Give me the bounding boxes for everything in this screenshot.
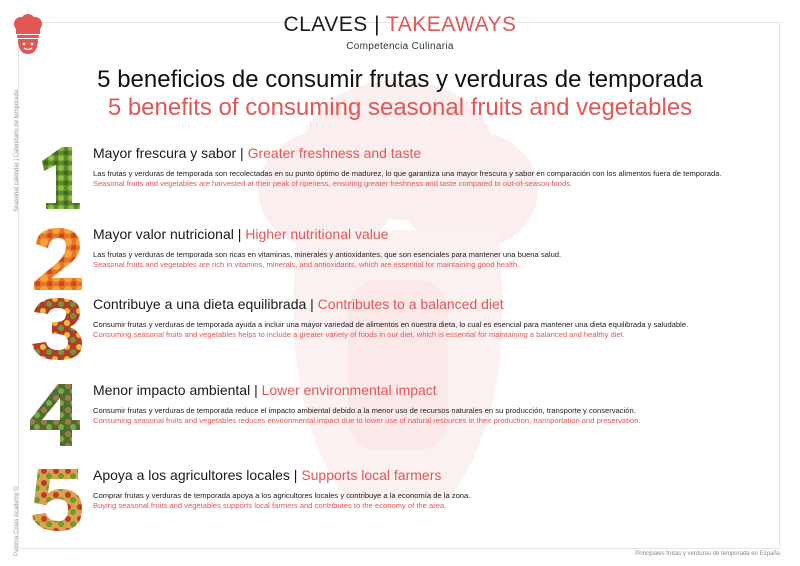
benefit-title-es-1: Mayor frescura y sabor xyxy=(93,145,237,161)
side-caption-bottom xyxy=(11,440,23,556)
benefit-title-es-4: Menor impacto ambiental xyxy=(93,382,251,398)
brand-title xyxy=(0,13,800,37)
number-one-produce-icon xyxy=(28,145,86,209)
benefit-text-en-4: Consuming seasonal fruits and vegetables reduces environmental impact due to lower use of natural resources in their production, transportation and preservation. xyxy=(93,415,641,425)
benefit-text-en-2: Seasonal fruits and vegetables are rich in vitamins, minerals, and antioxidants, which are essential for maintaining good health. xyxy=(93,259,520,269)
benefit-title-2: Mayor valor nutricional | Higher nutritional value xyxy=(93,226,389,242)
benefit-text-es-5: Comprar frutas y verduras de temporada apoya a los agricultores locales y contribuye a la economía de la zona. xyxy=(93,491,471,500)
page-title-en: 5 benefits of consuming seasonal fruits and vegetables xyxy=(107,94,693,121)
benefit-body-4 xyxy=(93,382,755,426)
benefit-text-es-2: Las frutas y verduras de temporada son ricas en vitaminas, minerales y antioxidantes, que son esenciales para mantener una buena salud. xyxy=(93,250,562,259)
benefit-body-5 xyxy=(93,467,755,511)
brand-subtitle: Competencia Culinaria xyxy=(346,41,454,52)
number-five-produce-icon xyxy=(28,467,86,531)
benefit-text-es-4: Consumir frutas y verduras de temporada reduce el impacto ambiental debido a la menor uso de recursos naturales en su producción, transporte y conservación. xyxy=(93,406,636,415)
benefit-body-3 xyxy=(93,296,755,340)
number-four-produce-icon xyxy=(28,382,86,446)
benefit-title-en-2: Higher nutritional value xyxy=(245,226,389,242)
benefit-title-5: Apoya a los agricultores locales | Supports local farmers xyxy=(93,467,442,483)
benefit-title-3: Contribuye a una dieta equilibrada | Contributes to a balanced diet xyxy=(93,296,504,312)
benefit-title-en-5: Supports local farmers xyxy=(301,467,442,483)
brand-title-separator: | xyxy=(367,13,387,36)
benefit-title-en-1: Greater freshness and taste xyxy=(247,145,422,161)
side-caption-top-text: Seasonal calendar | Calendario de temporada xyxy=(14,89,20,212)
benefit-text-es-1: Las frutas y verduras de temporada son recolectadas en su punto óptimo de madurez, lo que garantiza una mayor frescura y sabor en comparación con los alimentos fuera de temporada. xyxy=(93,169,722,178)
brand-title-en: TAKEAWAYS xyxy=(386,13,517,36)
benefit-title-en-3: Contributes to a balanced diet xyxy=(317,296,504,312)
benefit-text-en-5: Buying seasonal fruits and vegetables supports local farmers and contributes to the economy of the area. xyxy=(93,500,447,510)
benefit-title-1: Mayor frescura y sabor | Greater freshness and taste xyxy=(93,145,422,161)
page-title-es: 5 beneficios de consumir frutas y verduras de temporada xyxy=(97,66,703,93)
benefit-title-4: Menor impacto ambiental | Lower environmental impact xyxy=(93,382,437,398)
number-two-produce-icon xyxy=(28,226,86,290)
benefit-title-es-2: Mayor valor nutricional xyxy=(93,226,234,242)
footer-caption: Principales frutas y verduras de temporada en España xyxy=(635,551,780,557)
side-caption-top xyxy=(11,72,23,212)
benefit-text-en-1: Seasonal fruits and vegetables are harvested at their peak of ripeness, ensuring greater freshness and taste compared to out-of-season foods. xyxy=(93,178,573,188)
benefit-body-2 xyxy=(93,226,755,270)
side-caption-bottom-text: Paloma Colás Academy © xyxy=(14,486,20,556)
benefit-title-es-5: Apoya a los agricultores locales xyxy=(93,467,290,483)
benefit-title-en-4: Lower environmental impact xyxy=(261,382,437,398)
benefit-text-es-3: Consumir frutas y verduras de temporada ayuda a incluir una mayor variedad de alimentos en nuestra dieta, lo cual es esencial para mantener una dieta equilibrada y saludable. xyxy=(93,320,689,329)
number-three-produce-icon xyxy=(28,296,86,360)
benefit-title-es-3: Contribuye a una dieta equilibrada xyxy=(93,296,307,312)
benefit-text-en-3: Consuming seasonal fruits and vegetables helps to include a greater variety of foods in our diet, which is essential for maintaining a balanced and healthy diet. xyxy=(93,329,625,339)
benefit-body-1 xyxy=(93,145,755,189)
brand-title-es: CLAVES xyxy=(283,13,368,36)
